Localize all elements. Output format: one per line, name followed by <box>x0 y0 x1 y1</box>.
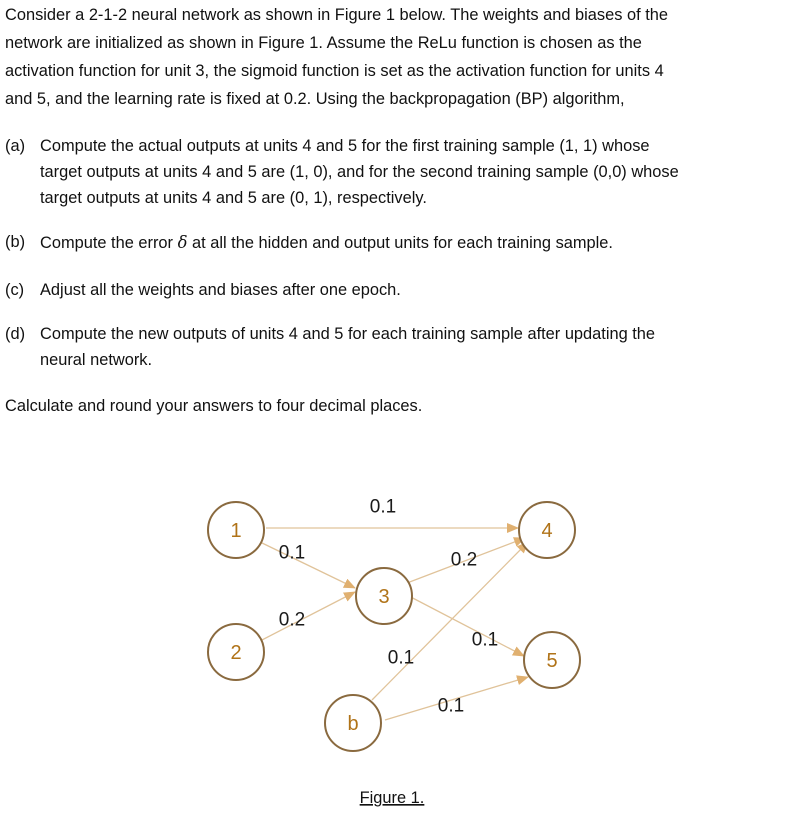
intro-line-4: and 5, and the learning rate is fixed at 0.2. Using the backpropagation (BP) algorithm, <box>5 90 625 108</box>
question-a-line-1: Compute the actual outputs at units 4 and 5 for the first training sample (1, 1) whose <box>40 137 650 155</box>
weight-label-w13: 0.1 <box>278 542 306 564</box>
question-d-line-2: neural network. <box>40 351 153 369</box>
node-1-label: 1 <box>230 520 242 542</box>
weight-label-w35: 0.1 <box>471 629 499 651</box>
question-b-text <box>40 230 613 256</box>
question-b-text-before: Compute the error <box>40 234 178 252</box>
edge-2-to-3 <box>260 592 355 641</box>
intro-line-1: Consider a 2-1-2 neural network as shown in Figure 1 below. The weights and biases of the <box>5 6 668 24</box>
closing-instruction: Calculate and round your answers to four decimal places. <box>5 397 423 415</box>
weight-label-w23: 0.2 <box>278 609 306 631</box>
node-2 <box>208 624 264 680</box>
intro-line-3: activation function for unit 3, the sigmoid function is set as the activation function for units 4 <box>5 62 664 80</box>
weight-label-wb5: 0.1 <box>437 695 465 717</box>
node-5-label: 5 <box>546 650 558 672</box>
weight-label-wb3: 0.1 <box>387 647 415 669</box>
node-3 <box>356 568 412 624</box>
delta-symbol: δ <box>177 233 188 252</box>
edge-3-to-5 <box>405 594 524 656</box>
question-d-line-1: Compute the new outputs of units 4 and 5 for each training sample after updating the <box>40 325 656 343</box>
edge-1-to-3 <box>260 542 355 588</box>
node-4 <box>519 502 575 558</box>
question-a-line-3: target outputs at units 4 and 5 are (0, 1), respectively. <box>40 189 427 207</box>
node-4-label: 4 <box>541 520 553 542</box>
weight-label-w34: 0.2 <box>450 549 478 571</box>
node-2-label: 2 <box>230 642 242 664</box>
figure-caption: Figure 1. <box>359 789 425 807</box>
question-a-label: (a) <box>5 137 26 155</box>
intro-line-2: network are initialized as shown in Figure 1. Assume the ReLu function is chosen as the <box>5 34 642 52</box>
node-3-label: 3 <box>378 586 390 608</box>
question-c-label: (c) <box>5 281 25 299</box>
question-b-text-after: at all the hidden and output units for each training sample. <box>187 234 613 252</box>
question-d-label: (d) <box>5 325 26 343</box>
question-a-line-2: target outputs at units 4 and 5 are (1, 0), and for the second training sample (0,0) whose <box>40 163 679 181</box>
question-c-line-1: Adjust all the weights and biases after one epoch. <box>40 281 401 299</box>
node-bias <box>325 695 381 751</box>
weight-label-w14: 0.1 <box>369 496 397 518</box>
node-5 <box>524 632 580 688</box>
neural-network-diagram <box>0 470 786 814</box>
question-b-label: (b) <box>5 233 26 251</box>
node-1 <box>208 502 264 558</box>
node-bias-label: b <box>347 713 359 735</box>
